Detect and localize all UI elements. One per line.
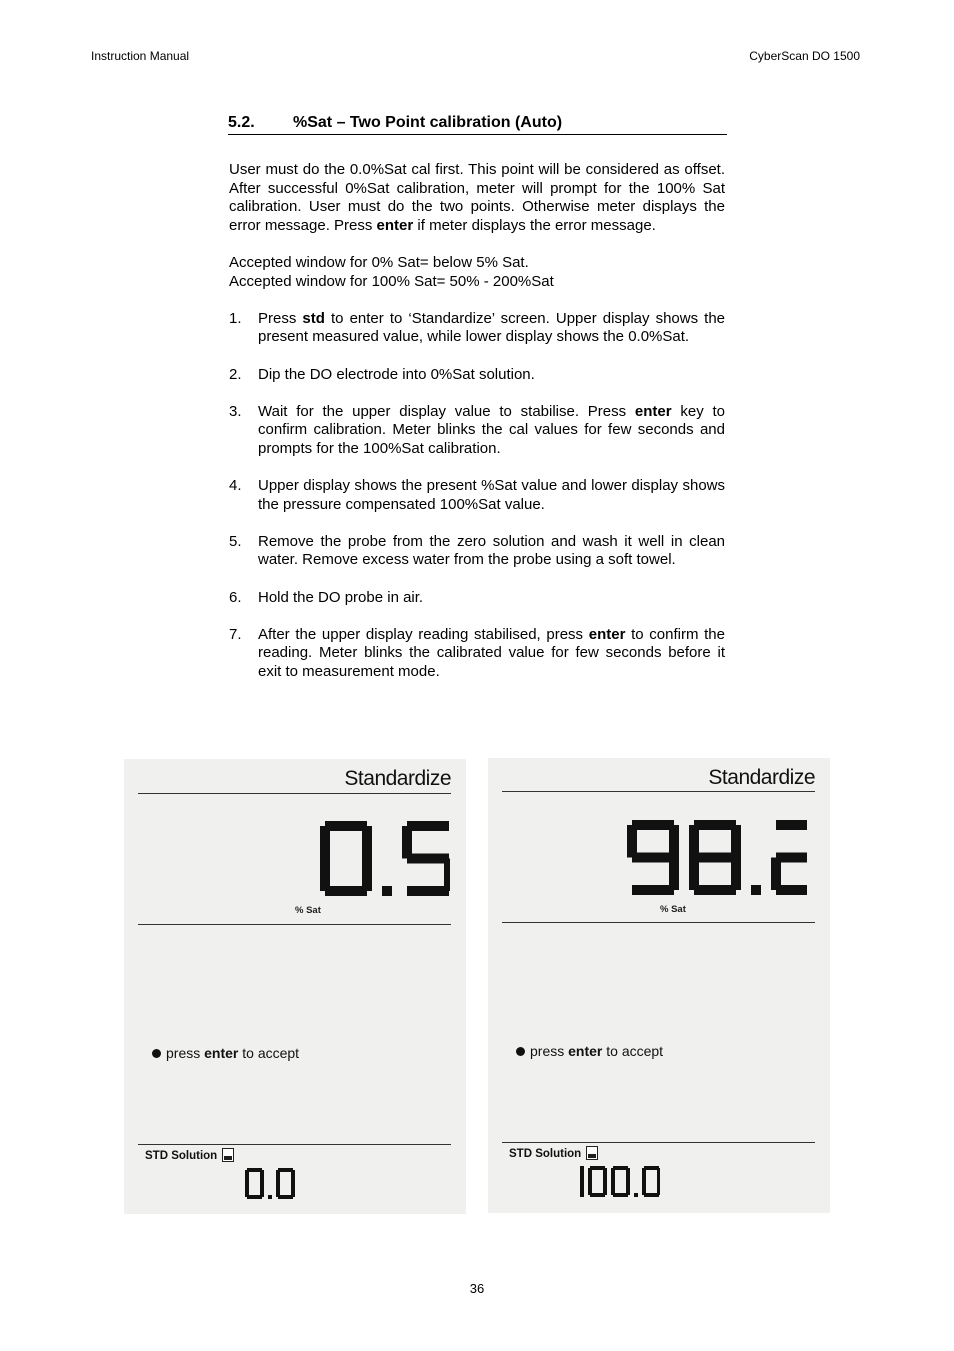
unit-label: % Sat	[660, 904, 686, 915]
digit-segment	[613, 1193, 628, 1197]
section-title	[228, 114, 727, 135]
bullet-icon	[516, 1047, 525, 1056]
divider	[138, 924, 451, 925]
header-right: CyberScan DO 1500	[749, 49, 860, 63]
beaker-icon	[222, 1148, 234, 1162]
digit-segment	[260, 1184, 264, 1198]
lcd-screen-zero	[124, 759, 466, 1214]
digit-segment	[291, 1170, 295, 1184]
digit-segment	[603, 1168, 607, 1182]
divider	[502, 791, 815, 792]
divider	[138, 793, 451, 794]
digit-segment	[278, 1195, 293, 1199]
digit-segment	[590, 1193, 605, 1197]
digit-segment	[642, 1182, 646, 1196]
digit-segment	[325, 821, 367, 831]
list-item: 5. Remove the probe from the zero solution and wash it well in clean water. Remove excess water from the probe using a soft towel.	[229, 532, 725, 569]
bullet-icon	[152, 1049, 161, 1058]
digit-segment	[320, 826, 330, 859]
decimal-point	[751, 885, 761, 895]
digit-segment	[632, 853, 674, 863]
digit-segment	[657, 1168, 660, 1182]
digit-segment	[776, 820, 807, 830]
lower-display-value	[580, 1166, 660, 1200]
digit-segment	[590, 1166, 605, 1170]
decimal-point	[634, 1193, 638, 1197]
digit-segment	[247, 1195, 262, 1199]
digit-segment	[291, 1184, 295, 1198]
digit-segment	[276, 1184, 280, 1198]
digit-segment	[776, 885, 807, 895]
digit-segment	[626, 1182, 630, 1196]
digit-segment	[325, 886, 367, 896]
accept-prompt: press enter to accept	[516, 1043, 663, 1059]
std-solution-label: STD Solution	[145, 1148, 234, 1162]
digit-segment	[613, 1166, 628, 1170]
digit-segment	[644, 1166, 659, 1170]
page-number: 36	[469, 1281, 485, 1296]
digit-segment	[320, 859, 330, 892]
digit-segment	[260, 1170, 264, 1184]
digit-segment	[588, 1182, 592, 1196]
list-item: 4. Upper display shows the present %Sat value and lower display shows the pressure compensated 100%Sat value.	[229, 477, 725, 513]
list-item: 1. Press std to enter to ‘Standardize’ screen. Upper display shows the present measured value, while lower display shows the 0.0%Sat.	[229, 309, 726, 346]
digit-segment	[644, 1193, 659, 1197]
window-0: Accepted window for 0% Sat= below 5% Sat.	[229, 253, 529, 271]
digit-segment	[603, 1182, 607, 1196]
list-item: 3. Wait for the upper display value to stabilise. Press enter key to confirm calibration. Meter blinks the cal values for few seconds and prompts for the 100%Sat calibration.	[229, 402, 725, 457]
digit-segment	[694, 885, 736, 895]
body-text	[229, 161, 725, 700]
digit-segment	[407, 886, 449, 896]
lcd-screen-full	[488, 758, 830, 1213]
decimal-point	[268, 1195, 272, 1199]
digit-segment	[407, 854, 449, 864]
digit-segment	[362, 826, 372, 859]
digit-segment	[611, 1168, 615, 1182]
digit-segment	[626, 1168, 630, 1182]
intro-paragraph: User must do the 0.0%Sat cal first. This point will be considered as offset. After successful 0%Sat calibration, meter will prompt for the 100% Sat calibration. User must do the two points. Otherwise meter displays the error message. Press enter if meter displays the error message.	[229, 161, 725, 234]
digit-segment	[588, 1168, 592, 1182]
digit-segment	[694, 853, 736, 863]
section-number: 5.2.	[228, 114, 255, 131]
digit-segment	[580, 1166, 584, 1197]
window-100: Accepted window for 100% Sat= 50% - 200%Sat	[229, 272, 554, 290]
unit-label: % Sat	[295, 905, 321, 916]
digit-segment	[245, 1184, 249, 1198]
digit-segment	[694, 820, 736, 830]
divider	[502, 922, 815, 923]
list-item: 6. Hold the DO probe in air.	[229, 588, 424, 606]
digit-segment	[276, 1170, 280, 1184]
divider	[502, 1142, 815, 1143]
lower-display-value	[245, 1168, 315, 1202]
digit-segment	[245, 1170, 249, 1184]
section-heading: %Sat – Two Point calibration (Auto)	[293, 114, 563, 131]
divider	[138, 1144, 451, 1145]
std-solution-label: STD Solution	[509, 1146, 598, 1160]
list-item: 2. Dip the DO electrode into 0%Sat solution.	[229, 365, 535, 383]
digit-segment	[278, 1168, 293, 1172]
upper-display-value	[320, 821, 450, 901]
digit-segment	[657, 1182, 660, 1196]
digit-segment	[247, 1168, 262, 1172]
accept-prompt: press enter to accept	[152, 1045, 299, 1061]
digit-segment	[611, 1182, 615, 1196]
screen-title: Standardize	[708, 766, 815, 789]
upper-display-value	[627, 820, 807, 900]
digit-segment	[642, 1168, 646, 1182]
digit-segment	[407, 821, 449, 831]
beaker-icon	[586, 1146, 598, 1160]
header-left: Instruction Manual	[91, 49, 190, 63]
screen-title: Standardize	[344, 767, 451, 790]
digit-segment	[632, 820, 674, 830]
steps-list	[229, 310, 725, 682]
list-item: 7. After the upper display reading stabilised, press enter to confirm the reading. Meter blinks the calibrated value for few seconds before it exit to measurement mode.	[229, 625, 725, 681]
digit-segment	[632, 885, 674, 895]
decimal-point	[382, 886, 392, 896]
